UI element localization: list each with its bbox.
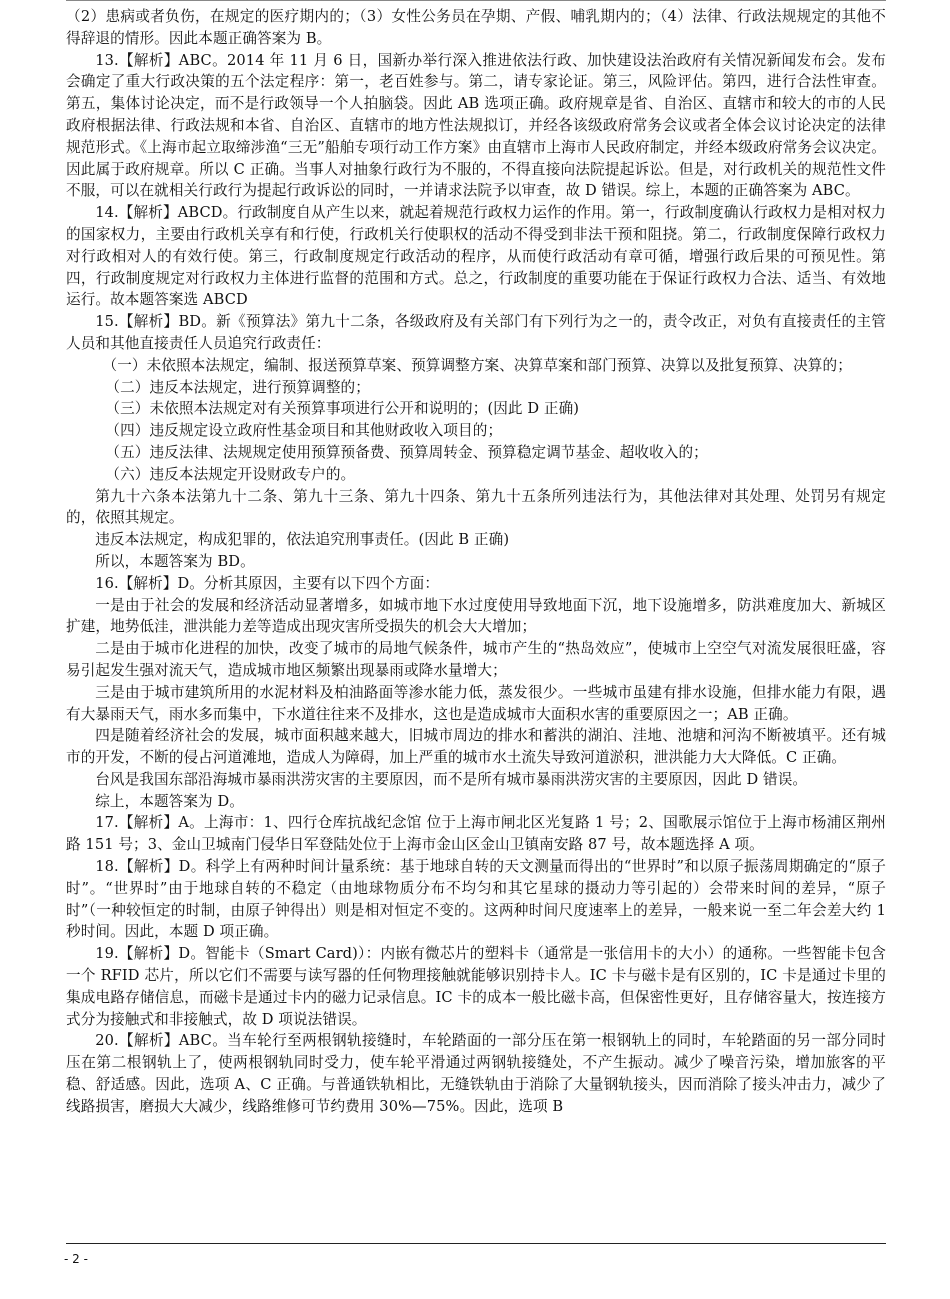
paragraph-q16: 16.【解析】D。分析其原因，主要有以下四个方面： — [95, 574, 440, 592]
page-number: - 2 - — [64, 1252, 88, 1266]
top-rule — [66, 0, 886, 1]
paragraph-q18: 18.【解析】D。科学上有两种时间计量系统：基于地球自转的天文测量而得出的“世界时”和以原子振荡周期确定的“原子时”。“世界时”由于地球自转的不稳定（由地球物质分布不均匀和其它星球的摄动力等引起的）会带来时间的差异，“原子时”（一种较恒定的时制，由原子钟得出）则是相对恒定不变的。这两种时间尺度速率上的差异，一般来说一至二年会差大约 1 秒时间。因此，本题 D 项正确。 — [66, 858, 886, 941]
list-item: （二）违反本法规定，进行预算调整的； — [105, 378, 370, 396]
list-item: （一）未依照本法规定，编制、报送预算草案、预算调整方案、决算草案和部门预算、决算以及批复预算、决算的； — [102, 356, 852, 374]
paragraph-q13: 13.【解析】ABC。2014 年 11 月 6 日，国新办举行深入推进依法行政、加快建设法治政府有关情况新闻发布会。发布会确定了重大行政决策的五个法定程序：第一，老百姓参与。第二，请专家论证。第三，风险评估。第四，进行合法性审查。第五，集体讨论决定，而不是行政领导一个人拍脑袋。因此 AB 选项正确。政府规章是省、自治区、直辖市和较大的市的人民政府根据法律、行政法规和本省、自治区、直辖市的地方性法规拟订，并经各该级政府常务会议或者全体会议讨论决定的法律规范形式。《上海市起立取缔涉渔“三无”船舶专项行动工作方案》由直辖市上海市人民政府制定，并经本级政府常务会议决定。因此属于政府规章。所以 C 正确。当事人对抽象行政行为不服的，不得直接向法院提起诉讼。但是，对行政机关的规范性文件不服，可以在就相关行政行为提起行政诉讼的同时，一并请求法院予以审查，故 D 错误。综上，本题的正确答案为 ABC。 — [66, 51, 886, 200]
paragraph-q19: 19.【解析】D。智能卡（Smart Card)）：内嵌有微芯片的塑料卡（通常是一张信用卡的大小）的通称。一些智能卡包含一个 RFID 芯片，所以它们不需要与读写器的任何物理接触就能够识别持卡人。IC 卡与磁卡是有区别的，IC 卡是通过卡里的集成电路存储信息，而磁卡是通过卡内的磁力记录信息。IC 卡的成本一般比磁卡高，但保密性更好，且存储容量大，按连接方式分为接触式和非接触式，故 D 项说法错误。 — [66, 945, 886, 1028]
paragraph-q14: 14.【解析】ABCD。行政制度自从产生以来，就起着规范行政权力运作的作用。第一，行政制度确认行政权力是相对权力的国家权力，主要由行政机关享有和行使，行政机关行使职权的活动不得受到非法干预和阻挠。第二，行政制度保障行政权力对行政相对人的有效行使。第三，行政制度规定行政活动的程序，从而使行政活动有章可循，增强行政后果的可预见性。第四，行政制度规定对行政权力主体进行监督的范围和方式。总之，行政制度的重要功能在于保证行政权力合法、适当、有效地运行。故本题答案选 ABCD — [66, 204, 886, 309]
paragraph-typhoon: 台风是我国东部沿海城市暴雨洪涝灾害的主要原因，而不是所有城市暴雨洪涝灾害的主要原因，因此 D 错误。 — [95, 770, 808, 788]
paragraph-reason-4: 四是随着经济社会的发展，城市面积越来越大，旧城市周边的排水和蓄洪的湖泊、洼地、池塘和河沟不断被填平。还有城市的开发，不断的侵占河道滩地，造成人为障碍，加上严重的城市水土流失导致河道淤积，泄洪能力大大降低。C 正确。 — [66, 727, 886, 767]
paragraph-reason-2: 二是由于城市化进程的加快，改变了城市的局地气候条件，城市产生的“热岛效应”，使城市上空空气对流发展很旺盛，容易引起发生强对流天气，造成城市地区频繁出现暴雨或降水量增大； — [66, 640, 886, 679]
paragraph-q20: 20.【解析】ABC。当车轮行至两根钢轨接缝时，车轮踏面的一部分压在第一根钢轨上的同时，车轮踏面的另一部分同时压在第二根钢轨上了，使两根钢轨同时受力，使车轮平滑通过两钢轨接缝处，不产生振动。减少了噪音污染，增加旅客的平稳、舒适感。因此，选项 A、C 正确。与普通铁轨相比，无缝铁轨由于消除了大量钢轨接头，因而消除了接头冲击力，减少了线路损害，磨损大大减少，线路维修可节约费用 30%—75%。因此，选项 B — [66, 1032, 886, 1115]
footer-rule — [66, 1243, 886, 1244]
list-item: （四）违反规定设立政府性基金项目和其他财政收入项目的； — [105, 422, 503, 440]
paragraph-answer-15: 所以，本题答案为 BD。 — [95, 552, 255, 570]
list-item: （六）违反本法规定开设财政专户的。 — [105, 465, 356, 483]
paragraph-q15: 15.【解析】BD。新《预算法》第九十二条，各级政府及有关部门有下列行为之一的，责令改正，对负有直接责任的主管人员和其他直接责任人员追究行政责任： — [66, 313, 886, 352]
paragraph-criminal: 违反本法规定，构成犯罪的，依法追究刑事责任。(因此 B 正确) — [95, 531, 510, 549]
document-body — [66, 6, 886, 1118]
paragraph-reason-3: 三是由于城市建筑所用的水泥材料及柏油路面等渗水能力低，蒸发很少。一些城市虽建有排水设施，但排水能力有限，遇有大暴雨天气，雨水多而集中，下水道往往来不及排水，这也是造成城市大面积水害的重要原因之一；AB 正确。 — [66, 683, 886, 723]
paragraph-reason-1: 一是由于社会的发展和经济活动显著增多，如城市地下水过度使用导致地面下沉，地下设施增多，防洪难度加大、新城区扩建，地势低洼，泄洪能力差等造成出现灾害所受损失的机会大大增加； — [66, 596, 886, 636]
list-item: （五）违反法律、法规规定使用预算预备费、预算周转金、预算稳定调节基金、超收收入的； — [105, 443, 708, 461]
list-item: （三）未依照本法规定对有关预算事项进行公开和说明的；(因此 D 正确) — [105, 400, 580, 418]
paragraph-answer-16: 综上，本题答案为 D。 — [95, 792, 244, 810]
paragraph-q17: 17.【解析】A。上海市：1、四行仓库抗战纪念馆 位于上海市闸北区光复路 1 号；2、国歌展示馆位于上海市杨浦区荆州路 151 号；3、金山卫城南门侵华日军登陆处位于上海市金山区金山卫镇南安路 87 号，故本题选择 A 项。 — [66, 814, 886, 854]
paragraph-article-96: 第九十六条本法第九十二条、第九十三条、第九十四条、第九十五条所列违法行为，其他法律对其处理、处罚另有规定的，依照其规定。 — [66, 487, 886, 527]
paragraph-p0: （2）患病或者负伤，在规定的医疗期内的；（3）女性公务员在孕期、产假、哺乳期内的；（4）法律、行政法规规定的其他不得辞退的情形。因此本题正确答案为 B。 — [66, 8, 886, 47]
